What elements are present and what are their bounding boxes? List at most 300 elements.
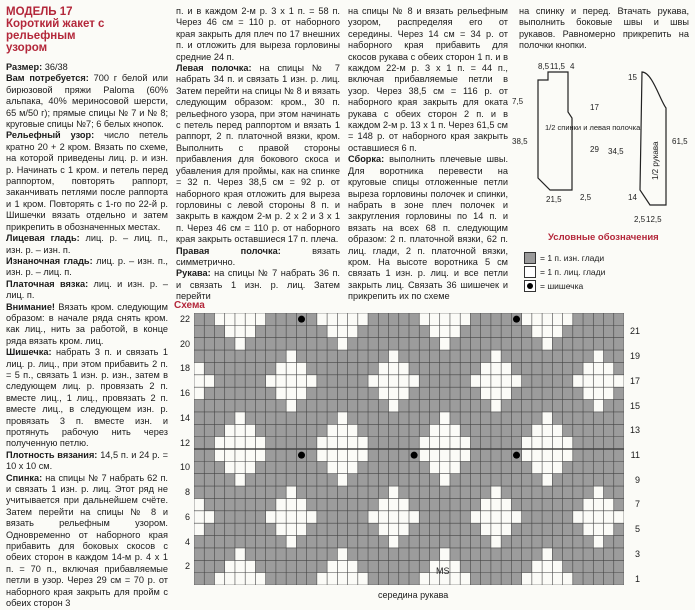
purl-cell [286, 412, 296, 424]
purl-cell [419, 412, 429, 424]
purl-cell [348, 338, 358, 350]
purl-cell [583, 424, 593, 436]
purl-cell [501, 313, 511, 325]
purl-cell [460, 387, 470, 399]
purl-cell [573, 387, 583, 399]
purl-cell [573, 548, 583, 560]
purl-cell [235, 498, 245, 510]
purl-cell [614, 350, 624, 362]
purl-cell [593, 461, 603, 473]
purl-cell [440, 486, 450, 498]
purl-cell [491, 548, 501, 560]
purl-cell [511, 350, 521, 362]
purl-cell [389, 474, 399, 486]
purl-cell [368, 412, 378, 424]
purl-cell [450, 400, 460, 412]
purl-cell [225, 523, 235, 535]
size-paragraph: Размер: 36/38 [6, 62, 68, 72]
purl-cell [470, 362, 480, 374]
purl-cell [327, 498, 337, 510]
purl-cell [266, 400, 276, 412]
purl-cell [614, 498, 624, 510]
purl-cell [593, 560, 603, 572]
purl-cell [450, 523, 460, 535]
purl-cell [327, 548, 337, 560]
purl-cell [552, 486, 562, 498]
row-number-left: 12 [179, 437, 190, 448]
purl-cell [501, 461, 511, 473]
purl-cell [245, 350, 255, 362]
purl-cell [204, 437, 214, 449]
purl-cell [194, 412, 204, 424]
purl-cell [194, 424, 204, 436]
purl-cell [255, 325, 265, 337]
purl-cell [481, 400, 491, 412]
purl-cell [419, 387, 429, 399]
purl-cell [204, 362, 214, 374]
purl-cell [409, 461, 419, 473]
pattern-drawings [510, 60, 695, 230]
purl-cell [429, 498, 439, 510]
purl-cell [604, 486, 614, 498]
purl-cell [358, 548, 368, 560]
purl-cell [378, 461, 388, 473]
dim-1: 8,5 [538, 62, 550, 71]
purl-cell [204, 313, 214, 325]
purl-cell [276, 313, 286, 325]
purl-cell [542, 350, 552, 362]
purl-cell [450, 338, 460, 350]
text-column-1 [6, 6, 168, 610]
purl-cell [511, 424, 521, 436]
purl-cell [450, 511, 460, 523]
purl-cell [368, 474, 378, 486]
purl-cell [399, 412, 409, 424]
purl-cell [532, 338, 542, 350]
purl-cell [317, 400, 327, 412]
purl-cell [501, 573, 511, 585]
legend-item-bobble: = шишечка [524, 280, 583, 292]
purl-cell [614, 387, 624, 399]
purl-cell [358, 474, 368, 486]
purl-cell [214, 498, 224, 510]
purl-cell [337, 362, 347, 374]
purl-cell [307, 461, 317, 473]
purl-cell [429, 387, 439, 399]
purl-cell [532, 400, 542, 412]
purl-cell [532, 536, 542, 548]
purl-cell [358, 523, 368, 535]
purl-cell [604, 338, 614, 350]
purl-cell [552, 350, 562, 362]
purl-cell [470, 400, 480, 412]
purl-cell [296, 325, 306, 337]
purl-cell [501, 437, 511, 449]
purl-cell [245, 498, 255, 510]
purl-cell [511, 338, 521, 350]
row-number-right: 19 [629, 351, 640, 362]
row-number-right: 21 [629, 326, 640, 337]
row-number-left: 10 [179, 462, 190, 473]
purl-cell [409, 486, 419, 498]
purl-cell [296, 536, 306, 548]
purl-cell [583, 560, 593, 572]
purl-cell [235, 536, 245, 548]
purl-cell [245, 362, 255, 374]
purl-cell [491, 461, 501, 473]
purl-cell [429, 375, 439, 387]
purl-cell [409, 474, 419, 486]
purl-cell [378, 424, 388, 436]
purl-cell [358, 560, 368, 572]
purl-cell [225, 375, 235, 387]
assembly-continued-paragraph: на спинку и перед. Втачать рукава, выполнить боковые швы и швы рукавов. Равномерно прикрепить на полочки кнопки. [519, 6, 689, 51]
purl-cell [204, 486, 214, 498]
purl-cell [389, 338, 399, 350]
purl-cell [511, 362, 521, 374]
purl-cell [276, 400, 286, 412]
purl-cell [532, 362, 542, 374]
purl-cell [532, 412, 542, 424]
purl-cell [296, 461, 306, 473]
text-column-2 [176, 6, 340, 303]
purl-cell [409, 338, 419, 350]
purl-cell [511, 461, 521, 473]
purl-cell [214, 350, 224, 362]
purl-cell [419, 424, 429, 436]
purl-cell [358, 412, 368, 424]
purl-cell [429, 511, 439, 523]
purl-cell [563, 536, 573, 548]
purl-cell [358, 461, 368, 473]
purl-cell [317, 474, 327, 486]
purl-cell [235, 400, 245, 412]
purl-cell [460, 412, 470, 424]
purl-cell [389, 424, 399, 436]
row-number-right: 9 [634, 474, 640, 485]
purl-cell [194, 449, 204, 461]
plain-stitch-paragraph: Платочная вязка: лиц. и изн. р. – лиц. п. [6, 278, 168, 301]
purl-cell [491, 474, 501, 486]
purl-cell [327, 350, 337, 362]
purl-cell [389, 325, 399, 337]
purl-cell [266, 498, 276, 510]
text-column-3 [348, 6, 508, 303]
dim-12: 34,5 [608, 147, 624, 156]
purl-cell [194, 350, 204, 362]
purl-cell [317, 523, 327, 535]
purl-cell [245, 375, 255, 387]
purl-cell [194, 548, 204, 560]
purl-cell [563, 325, 573, 337]
purl-cell [266, 412, 276, 424]
purl-cell [399, 461, 409, 473]
dim-9: 2,5 [580, 193, 592, 202]
purl-cell [460, 362, 470, 374]
purl-cell [296, 338, 306, 350]
purl-cell [501, 560, 511, 572]
purl-cell [481, 313, 491, 325]
purl-cell [491, 412, 501, 424]
sleeve-outline [640, 72, 666, 205]
purl-cell [266, 536, 276, 548]
purl-cell [225, 511, 235, 523]
purl-cell [337, 523, 347, 535]
purl-cell [593, 412, 603, 424]
purl-cell [327, 362, 337, 374]
purl-cell [470, 548, 480, 560]
dim-3: 4 [570, 62, 575, 71]
purl-cell [368, 313, 378, 325]
purl-cell [450, 498, 460, 510]
purl-cell [419, 523, 429, 535]
purl-cell [399, 474, 409, 486]
purl-cell [368, 437, 378, 449]
purl-cell [307, 449, 317, 461]
purl-cell [460, 511, 470, 523]
purl-cell [409, 560, 419, 572]
purl-cell [460, 350, 470, 362]
purl-cell [399, 325, 409, 337]
purl-cell [378, 325, 388, 337]
purl-cell [522, 474, 532, 486]
purl-cell [348, 536, 358, 548]
purl-cell [317, 412, 327, 424]
purl-cell [255, 362, 265, 374]
purl-cell [573, 350, 583, 362]
purl-cell [368, 486, 378, 498]
purl-cell [399, 313, 409, 325]
purl-cell [255, 498, 265, 510]
purl-cell [348, 523, 358, 535]
sleeve-middle-label: середина рукава [378, 590, 449, 600]
purl-cell [307, 536, 317, 548]
purl-cell [204, 461, 214, 473]
purl-cell [501, 400, 511, 412]
purl-cell [255, 400, 265, 412]
purl-cell [522, 560, 532, 572]
purl-cell [307, 474, 317, 486]
purl-cell [470, 461, 480, 473]
purl-cell [399, 560, 409, 572]
purl-cell [563, 498, 573, 510]
purl-cell [593, 548, 603, 560]
front-label: 1/2 спинки и левая полочка [545, 123, 641, 132]
purl-cell [204, 400, 214, 412]
purl-cell [307, 498, 317, 510]
purl-cell [614, 573, 624, 585]
purl-cell [440, 536, 450, 548]
purl-cell [245, 387, 255, 399]
purl-cell [552, 362, 562, 374]
purl-cell [491, 325, 501, 337]
purl-cell [511, 573, 521, 585]
purl-cell [552, 375, 562, 387]
purl-cell [307, 560, 317, 572]
attention-paragraph: Внимание! Вязать кром. следующим образом: в начале ряда снять кром. как лиц., нить за работой, в конце ряда вязать кром. лиц. [6, 301, 168, 346]
purl-cell [276, 486, 286, 498]
purl-cell [235, 387, 245, 399]
purl-cell [460, 424, 470, 436]
purl-cell [225, 387, 235, 399]
purl-cell [429, 350, 439, 362]
purl-cell [214, 536, 224, 548]
purl-cell [614, 536, 624, 548]
purl-cell [481, 424, 491, 436]
purl-cell [522, 400, 532, 412]
purl-cell [614, 461, 624, 473]
purl-cell [470, 486, 480, 498]
purl-cell [511, 548, 521, 560]
purl-cell [481, 437, 491, 449]
purl-cell [440, 387, 450, 399]
purl-cell [317, 548, 327, 560]
purl-cell [266, 486, 276, 498]
purl-cell [296, 437, 306, 449]
purl-cell [399, 573, 409, 585]
bobble-marker [298, 316, 305, 323]
purl-cell [501, 424, 511, 436]
purl-cell [491, 313, 501, 325]
purl-cell [460, 486, 470, 498]
purl-cell [358, 511, 368, 523]
purl-cell [204, 548, 214, 560]
purl-cell [614, 362, 624, 374]
dim-10: 15 [628, 73, 637, 82]
purl-cell [378, 486, 388, 498]
purl-cell [583, 400, 593, 412]
purl-cell [225, 474, 235, 486]
purl-cell [204, 338, 214, 350]
purl-cell [358, 536, 368, 548]
purl-cell [583, 461, 593, 473]
purl-cell [460, 400, 470, 412]
bobble-marker [411, 452, 418, 459]
purl-cell [317, 486, 327, 498]
back-paragraph: Спинка: на спицы № 7 набрать 62 п. и связать 1 изн. р. лиц. Этот ряд не учитывается при дальнейшем счёте. Затем перейти на спицы № 8 и вязать рельефным узором. Одновременно от наборного края прибавить для боковых скосов с обеих сторон в каждом 14-м р. 4 х 1 п. = 70 п., включая прибавляемые петли в узор. Через 29 см = 70 р. от наборного края закрыть для пройм с обеих сторон 3 [6, 472, 168, 609]
purl-cell [583, 486, 593, 498]
purl-cell [368, 387, 378, 399]
purl-cell [245, 474, 255, 486]
purl-cell [358, 424, 368, 436]
purl-cell [214, 375, 224, 387]
purl-cell [429, 536, 439, 548]
bobble-marker [513, 452, 520, 459]
purl-cell [296, 573, 306, 585]
purl-cell [358, 325, 368, 337]
purl-swatch [524, 252, 536, 264]
purl-cell [460, 325, 470, 337]
purl-cell [255, 486, 265, 498]
purl-cell [614, 560, 624, 572]
purl-cell [204, 424, 214, 436]
purl-cell [481, 461, 491, 473]
purl-cell [481, 548, 491, 560]
purl-cell [563, 548, 573, 560]
purl-cell [563, 362, 573, 374]
dim-5: 17 [590, 103, 599, 112]
purl-cell [583, 338, 593, 350]
purl-cell [419, 548, 429, 560]
purl-cell [276, 548, 286, 560]
purl-cell [470, 313, 480, 325]
purl-cell [501, 548, 511, 560]
purl-cell [460, 375, 470, 387]
purl-cell [419, 400, 429, 412]
dim-8: 21,5 [546, 195, 562, 204]
row-number-right: 11 [630, 450, 640, 460]
purl-cell [593, 424, 603, 436]
purl-cell [450, 412, 460, 424]
purl-cell [522, 375, 532, 387]
density-paragraph: Плотность вязания: 14,5 п. и 24 р. = 10 х 10 см. [6, 449, 168, 472]
purl-cell [409, 400, 419, 412]
purl-cell [573, 573, 583, 585]
purl-cell [327, 338, 337, 350]
purl-cell [511, 498, 521, 510]
purl-cell [317, 362, 327, 374]
purl-cell [317, 498, 327, 510]
purl-cell [440, 362, 450, 374]
purl-cell [429, 412, 439, 424]
purl-cell [255, 350, 265, 362]
purl-cell [245, 412, 255, 424]
purl-cell [604, 313, 614, 325]
purl-cell [511, 400, 521, 412]
row-number-right: 3 [634, 548, 640, 559]
purl-cell [593, 449, 603, 461]
purl-cell [481, 536, 491, 548]
purl-cell [429, 523, 439, 535]
purl-cell [583, 536, 593, 548]
purl-cell [286, 461, 296, 473]
purl-cell [204, 350, 214, 362]
purl-cell [583, 325, 593, 337]
purl-cell [307, 400, 317, 412]
purl-cell [522, 486, 532, 498]
purl-cell [460, 536, 470, 548]
row-number-right: 7 [634, 499, 640, 510]
model-subtitle-2: узором [6, 42, 48, 54]
purl-cell [573, 523, 583, 535]
purl-cell [286, 325, 296, 337]
purl-cell [276, 437, 286, 449]
dim-7: 29 [590, 145, 599, 154]
purl-cell [214, 400, 224, 412]
left-front-paragraph: Левая полочка: на спицы № 7 набрать 34 п. и связать 1 изн. р. лиц. Затем перейти на спицы № 8 и вязать следующим образом: кром., 30 п. рельефного узора, при этом начинать с петель перед раппортом и вязать 1 раппорт, 2 п. платочной вязки, кром. Выполнить с правой стороны прибавления для бокового скоса и убавления для проймы, как на спинке = 32 п. Через 38,5 см = 92 р. от наборного края отложить для выреза горловины с левой стороны 8 п. и закрыть в каждом 2-м р. 2 х 2 и 3 х 1 п. Через 46 см = 110 р. от наборного края закрыть оставшиеся 17 п. плеча. [176, 63, 340, 245]
purl-cell [378, 474, 388, 486]
dim-14: 2,5 [634, 215, 646, 224]
purl-cell [276, 325, 286, 337]
purl-cell [255, 338, 265, 350]
purl-cell [450, 536, 460, 548]
purl-cell [573, 325, 583, 337]
purl-cell [460, 338, 470, 350]
purl-cell [583, 573, 593, 585]
purl-cell [614, 474, 624, 486]
purl-cell [563, 387, 573, 399]
purl-cell [511, 560, 521, 572]
purl-cell [429, 548, 439, 560]
purl-cell [296, 486, 306, 498]
purl-cell [614, 400, 624, 412]
purl-cell [307, 424, 317, 436]
purl-cell [563, 338, 573, 350]
knit-swatch [524, 266, 536, 278]
purl-cell [419, 375, 429, 387]
purl-cell [204, 325, 214, 337]
purl-cell [470, 523, 480, 535]
